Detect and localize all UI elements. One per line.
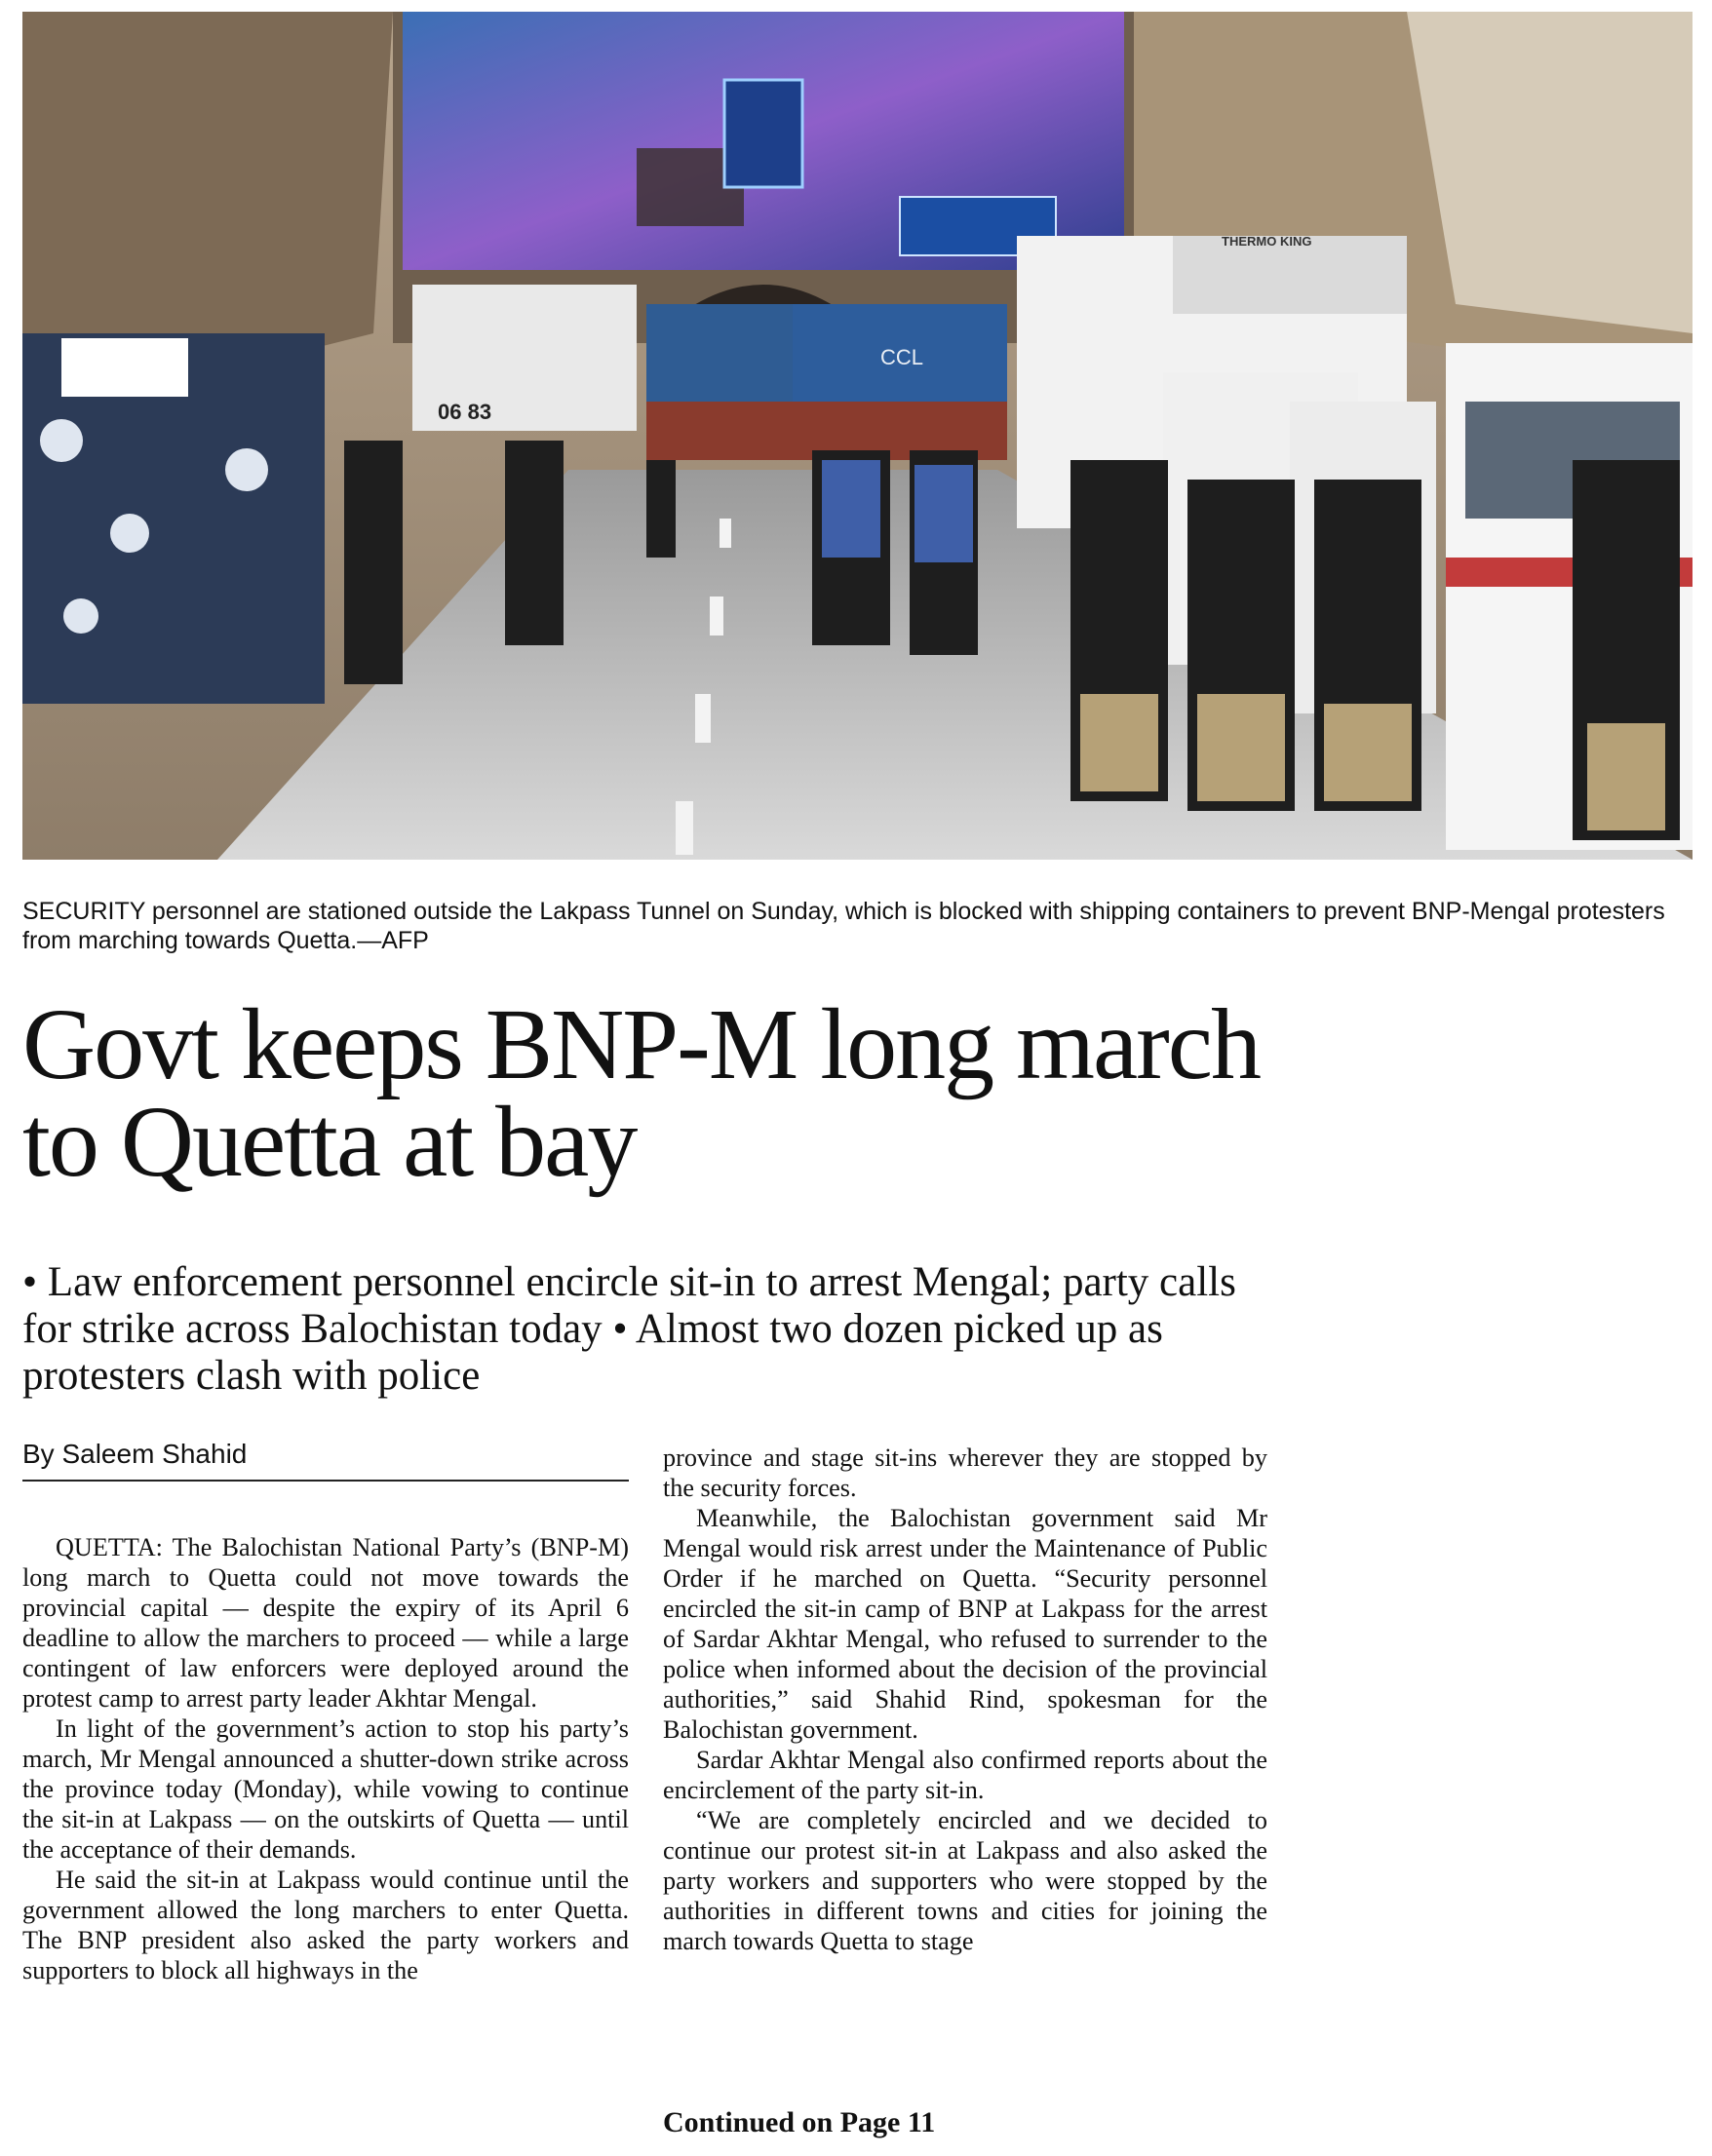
- article-paragraph: He said the sit-in at Lakpass would continue until the government allowed the long marchers to enter Quetta. The BNP president also asked the party workers and supporters to block all highways in the: [22, 1866, 629, 1984]
- truck-plate: 06 83: [438, 400, 492, 424]
- container-logo: CCL: [880, 345, 924, 369]
- article-paragraph: Sardar Akhtar Mengal also confirmed reports about the encirclement of the party sit-in.: [663, 1746, 1267, 1804]
- deck-item: • Law enforcement personnel encircle sit-in to arrest Mengal; party calls for strike across Balochistan today: [22, 1259, 1236, 1352]
- article-paragraph: province and stage sit-ins wherever they are stopped by the security forces.: [663, 1444, 1267, 1502]
- news-photo: [22, 12, 1693, 860]
- photo-caption: SECURITY personnel are stationed outside the Lakpass Tunnel on Sunday, which is blocked with shipping containers to prevent BNP-Mengal protesters from marching towards Quetta.—AFP: [22, 898, 1665, 954]
- article-paragraph: In light of the government’s action to stop his party’s march, Mr Mengal announced a shutter-down strike across the province today (Monday), while vowing to continue the sit-in at Lakpass — on the outskirts of Quetta — until the acceptance of their demands.: [22, 1714, 629, 1864]
- article-paragraph: “We are completely encircled and we decided to continue our protest sit-in at Lakpass and also asked the party workers and supporters who were stopped by the authorities in different towns and cities for joining the march towards Quetta to stage: [663, 1806, 1267, 1955]
- deck-item: • Almost two dozen picked up as protesters clash with police: [22, 1306, 1163, 1399]
- continued-link[interactable]: Continued on Page 11: [663, 2106, 936, 2138]
- headline: Govt keeps BNP-M long march to Quetta at bay: [22, 988, 1260, 1198]
- deck-summary: [22, 1259, 1290, 1400]
- article-paragraph: QUETTA: The Balochistan National Party’s (BNP-M) long march to Quetta could not move towards the provincial capital — despite the expiry of its April 6 deadline to allow the marchers to proceed — while a large contingent of law enforcers were deployed around the protest camp to arrest party leader Akhtar Mengal.: [22, 1533, 629, 1713]
- article-column-right: [663, 1443, 1267, 1956]
- article-paragraph: Meanwhile, the Balochistan government said Mr Mengal would risk arrest under the Maintenance of Public Order if he marched on Quetta. “Security personnel encircled the sit-in camp of BNP at Lakpass for the arrest of Sardar Akhtar Mengal, who refused to surrender to the police when informed about the decision of the provincial authorities,” said Shahid Rind, spokesman for the Balochistan government.: [663, 1504, 1267, 1744]
- photo-illustration: [22, 12, 1693, 860]
- container-blue: [646, 304, 793, 402]
- byline: By Saleem Shahid: [22, 1437, 629, 1482]
- article-column-left: [22, 1532, 629, 1985]
- truck-brand: THERMO KING: [1222, 234, 1312, 249]
